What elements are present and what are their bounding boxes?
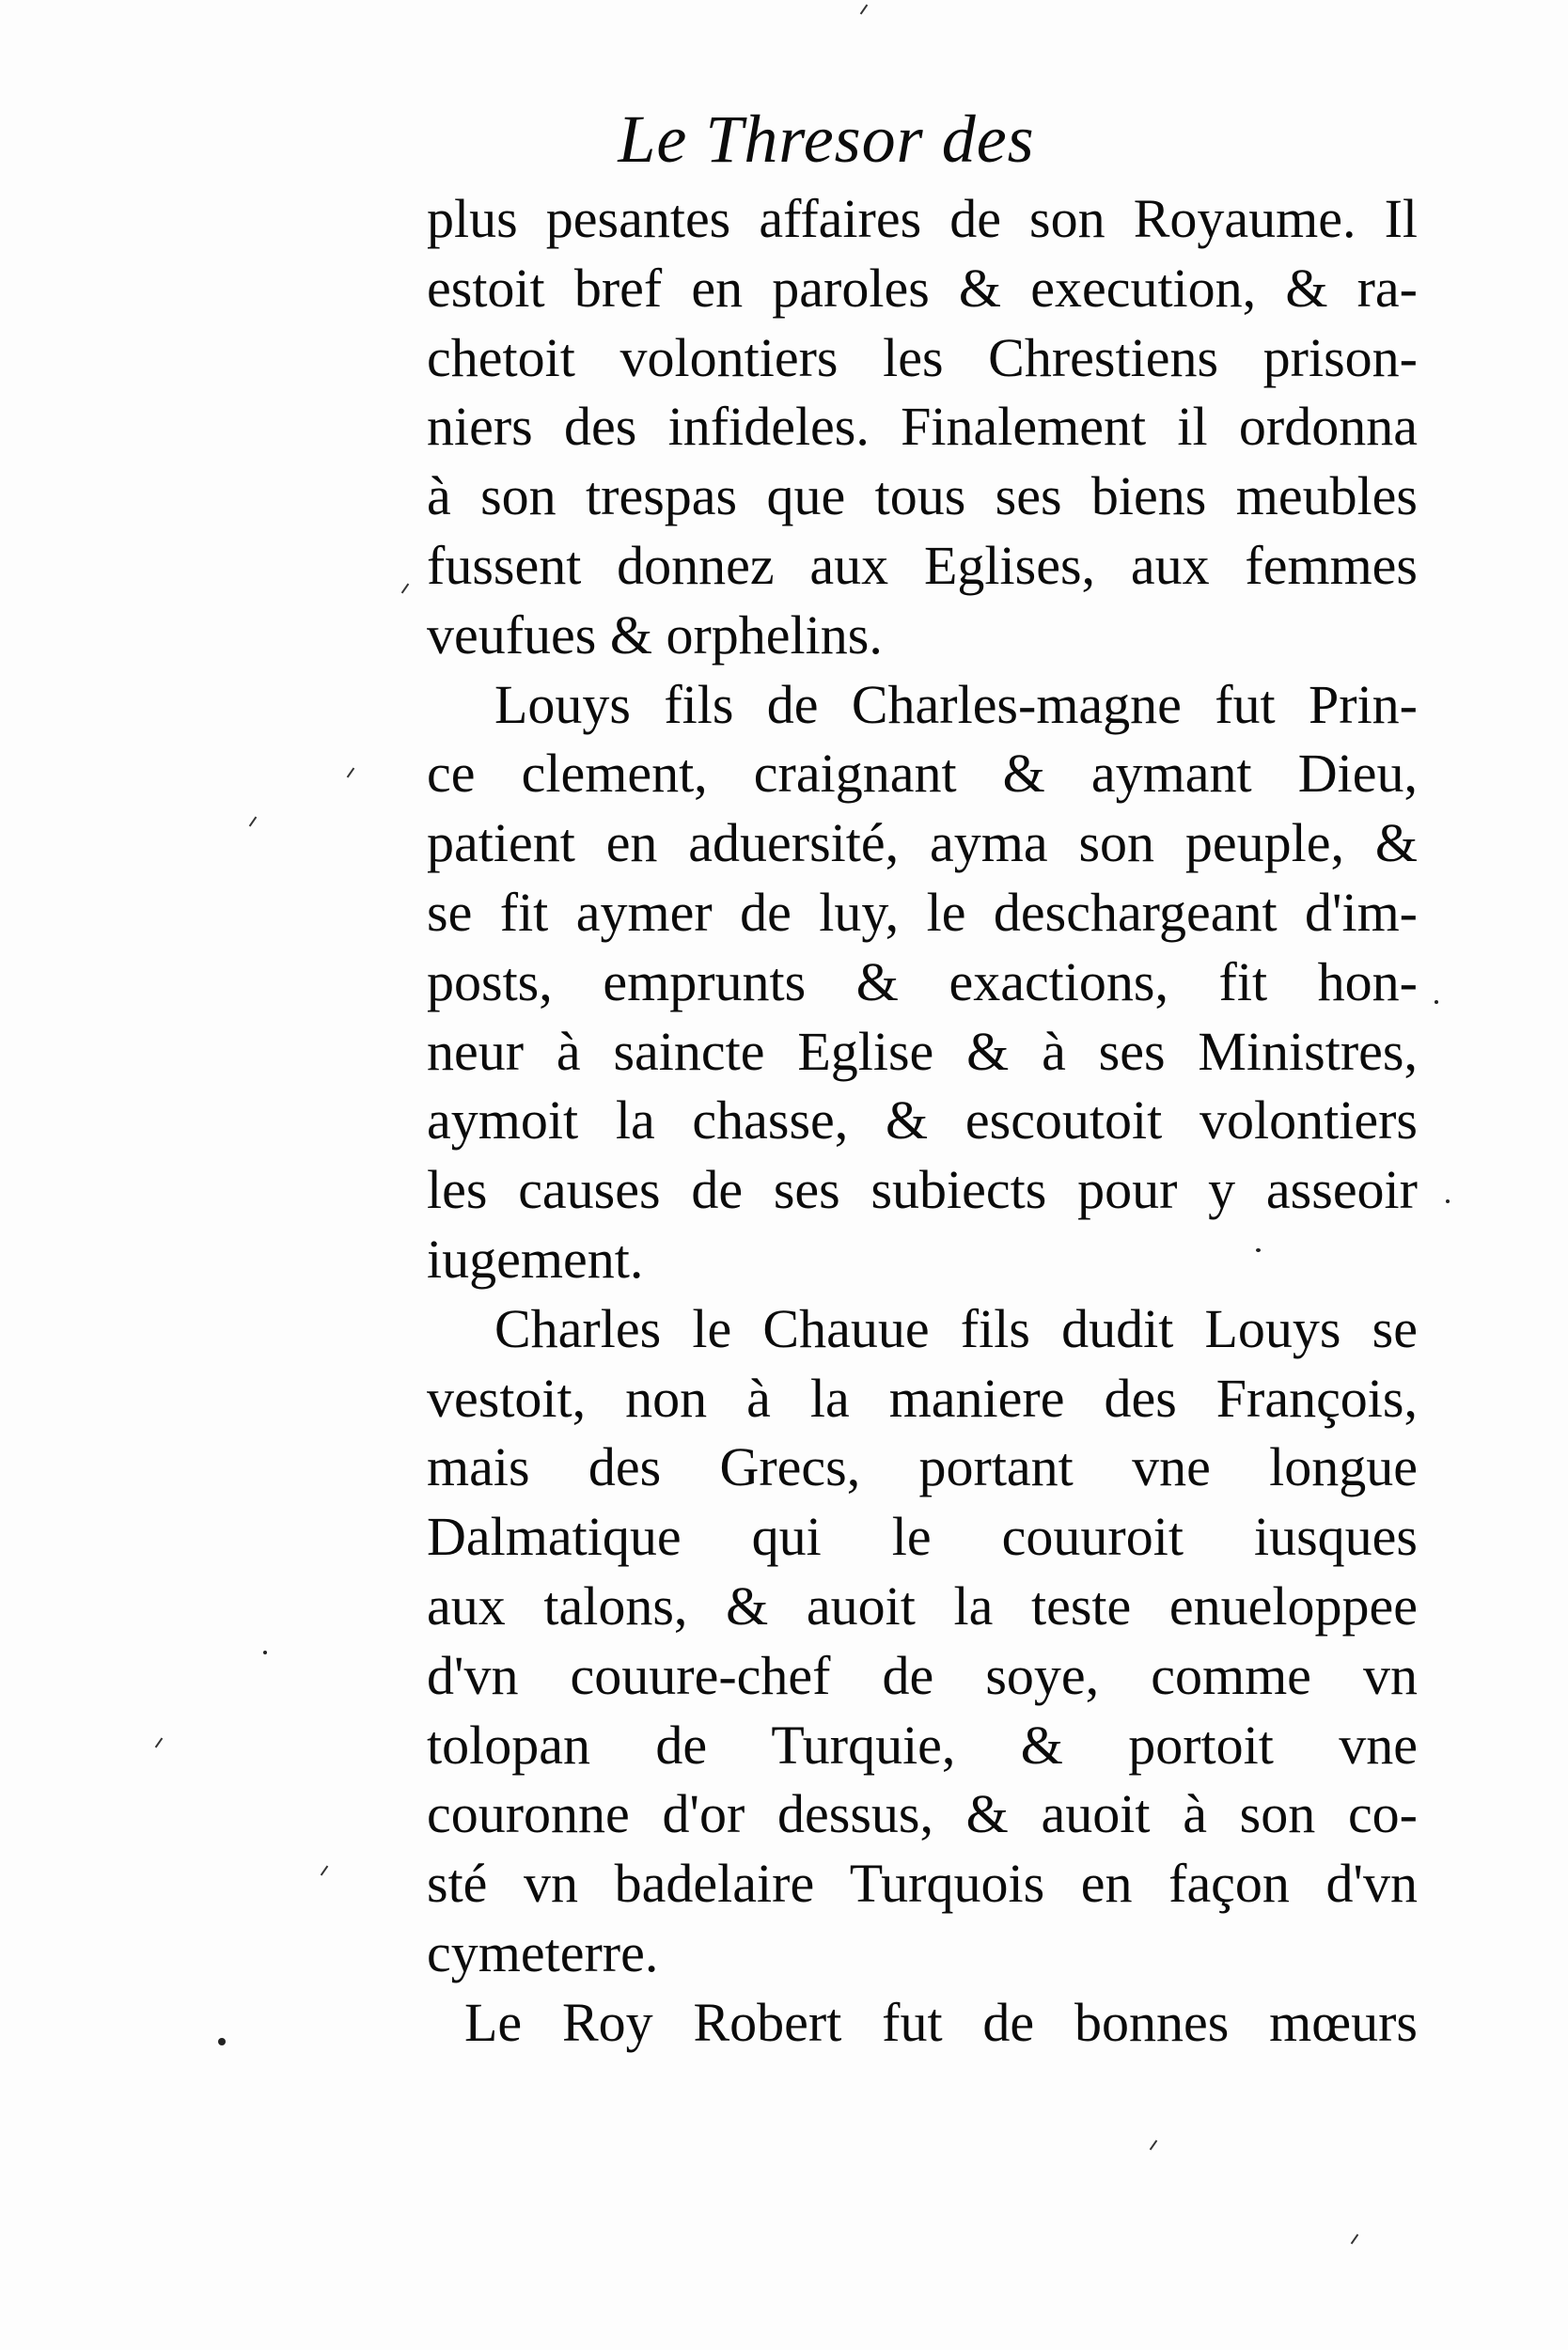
text-line: couronne d'or dessus, & auoit à son co-	[427, 1783, 1418, 1845]
scan-mark	[1150, 2140, 1158, 2151]
text-line: se fit aymer de luy, le deschargeant d'im-	[427, 881, 1418, 943]
text-line: posts, emprunts & exactions, fit hon-	[427, 950, 1418, 1012]
text-line: cymeterre.	[427, 1921, 659, 1983]
scan-speck	[1446, 1199, 1450, 1203]
scan-mark	[155, 1738, 164, 1748]
text-line: patient en aduersité, ayma son peuple, &	[427, 812, 1418, 874]
text-line: sté vn badelaire Turquois en façon d'vn	[427, 1853, 1418, 1915]
text-line: vestoit, non à la maniere des François,	[427, 1367, 1418, 1429]
text-line: d'vn couure-chef de soye, comme vn	[427, 1644, 1418, 1706]
paragraph-start-line: Louys fils de Charles-magne fut Prin-	[494, 673, 1418, 735]
text-line: ce clement, craignant & aymant Dieu,	[427, 743, 1418, 805]
scan-speck	[218, 2038, 226, 2045]
scan-speck	[1435, 1000, 1438, 1004]
text-line: mais des Grecs, portant vne longue	[427, 1436, 1418, 1498]
text-line: à son trespas que tous ses biens meubles	[427, 465, 1418, 527]
text-line: plus pesantes affaires de son Royaume. Il	[427, 188, 1418, 249]
scan-speck	[263, 1651, 267, 1654]
scan-mark	[321, 1866, 329, 1876]
text-line: veufues & orphelins.	[427, 603, 883, 666]
body-text	[427, 184, 1418, 2058]
text-line: fussent donnez aux Eglises, aux femmes	[427, 534, 1418, 596]
scan-mark	[401, 584, 410, 594]
scan-mark	[249, 817, 258, 827]
scan-mark	[860, 5, 869, 15]
text-line: chetoit volontiers les Chrestiens prison-	[427, 326, 1418, 388]
text-line: aymoit la chasse, & escoutoit volontiers	[427, 1089, 1418, 1152]
scan-speck	[1256, 1248, 1261, 1252]
text-line: estoit bref en paroles & execution, & ra-	[427, 257, 1418, 319]
text-line: aux talons, & auoit la teste enueloppee	[427, 1574, 1418, 1637]
text-line: iugement.	[427, 1228, 644, 1290]
paragraph-start-line: Charles le Chauue fils dudit Louys se	[494, 1297, 1418, 1359]
scan-mark	[1351, 2234, 1359, 2245]
text-line: neur à saincte Eglise & à ses Ministres,	[427, 1020, 1418, 1082]
scan-mark	[347, 768, 355, 778]
catchword-line: Le Roy Robert fut de bonnes mœurs	[464, 1991, 1418, 2053]
text-line: tolopan de Turquie, & portoit vne	[427, 1714, 1418, 1776]
text-line: Dalmatique qui le couuroit iusques	[427, 1506, 1418, 1568]
running-head: Le Thresor des	[618, 102, 1035, 177]
text-line: les causes de ses subiects pour y asseoir	[427, 1159, 1418, 1221]
text-line: niers des infideles. Finalement il ordonna	[427, 396, 1418, 458]
